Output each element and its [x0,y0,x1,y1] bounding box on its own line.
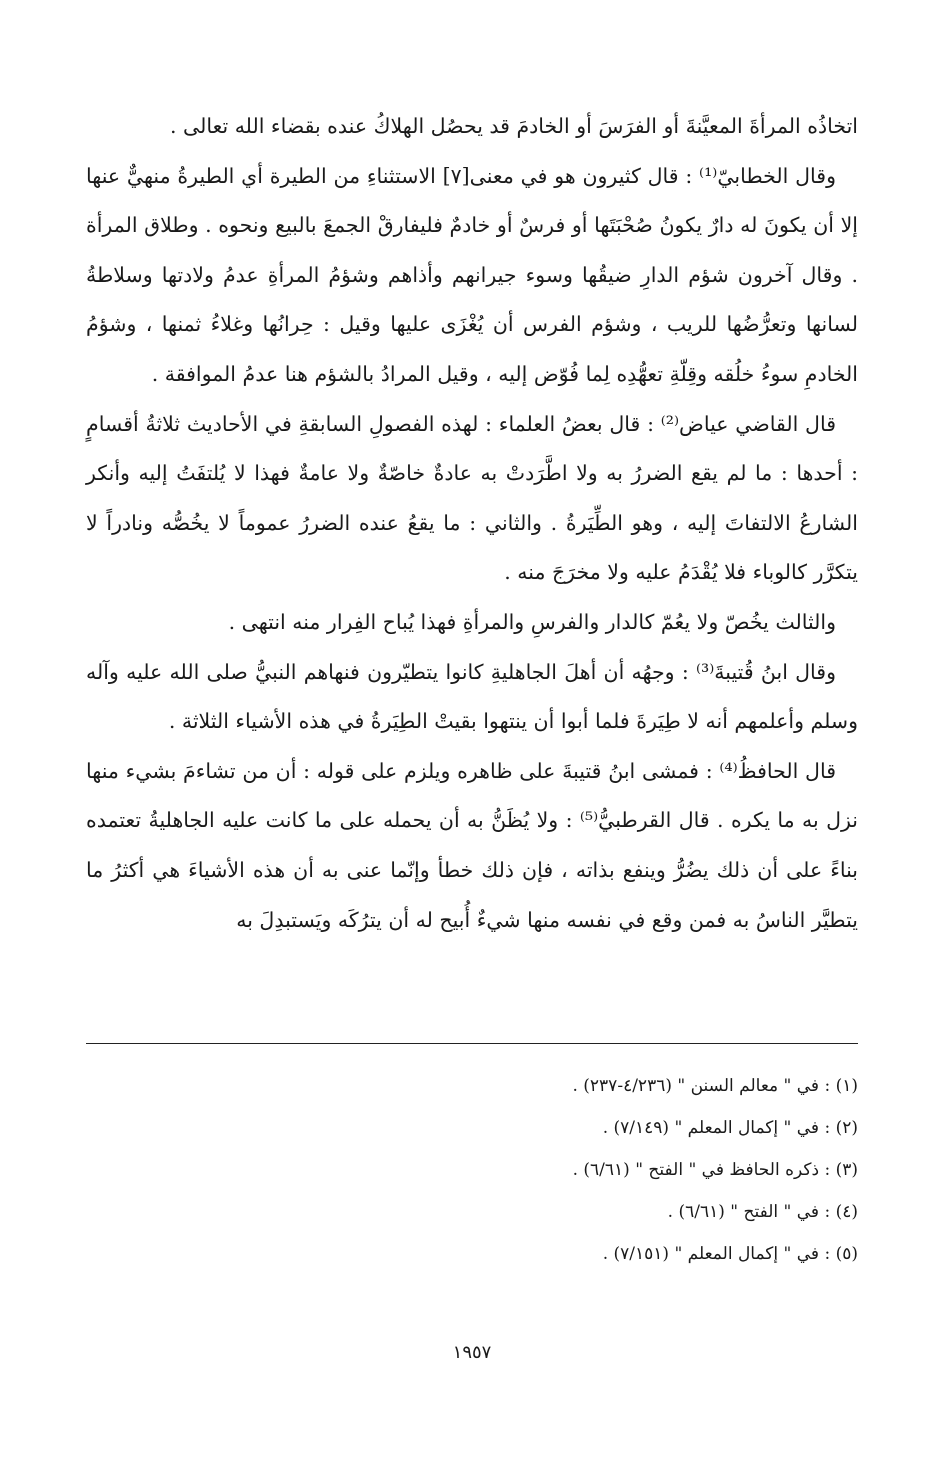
paragraph: وقال الخطابيّ⁽¹⁾ : قال كثيرون هو في معنى[٧] الاستثناءِ من الطيرة أي الطيرةُ منهيٌّ عنها إلا أن يكونَ له دارٌ يكونُ صُحْبَتَها أو فرسٌ أو خادمٌ فليفارقْ الجمعَ بالبيع ونحوه . وطلاق المرأة . وقال آخرون شؤم الدارِ ضيقُها وسوء جيرانهم وأذاهم وشؤمُ المرأةِ عدمُ ولادتها وسلاطةُ لسانها وتعرُّضُها للريب ، وشؤم الفرس أن يُغْزَى عليها وقيل : حِرانُها وغلاءُ ثمنها ، وشؤمُ الخادمِ سوءُ خلُقه وقِلّةِ تعهُّدِه لِما فُوّض إليه ، وقيل المرادُ بالشؤم هنا عدمُ الموافقة . [86,163,858,386]
footnote-divider [86,1043,858,1044]
paragraph: اتخاذُه المرأةَ المعيَّنةَ أو الفرَسَ أو الخادمَ قد يحصُل الهلاكُ عنده بقضاء الله تعالى . [169,114,858,138]
paragraph: قال الحافظُ⁽⁴⁾ : فمشى ابنُ قتيبةَ على ظاهره ويلزم على قوله : أن من تشاءمَ بشيء منها نزل به ما يكره . قال القرطبيُّ⁽⁵⁾ : ولا يُظَنُّ به أن يحمله على ما كانت عليه الجاهليةُ تعتمده بناءً على أن ذلك يضُرُّ وينفع بذاته ، فإن ذلك خطأ وإنّما عنى به أن هذه الأشياءَ هي أكثرُ ما يتطيَّر الناسُ به فمن وقع في نفسه منها شيءٌ أُبيح له أن يترُكَه ويَستبدِلَ به [86,758,858,932]
page-number: ١٩٥٧ [452,1342,492,1363]
paragraph: والثالث يخُصّ ولا يعُمّ كالدار والفرسِ والمرأةِ فهذا يُباح الفِرار منه انتهى . [228,609,836,634]
footnote-item: (١) : في " معالم السنن " (٤/٢٣٦-٢٣٧) . [572,1076,858,1096]
paragraph: قال القاضي عياض⁽²⁾ : قال بعضُ العلماء : لهذه الفصولِ السابقةِ في الأحاديث ثلاثةُ أقسامٍ : أحدها : ما لم يقع الضررُ به ولا اطَّرَدتْ به عادةٌ خاصّةٌ ولا عامةٌ فهذا لا يُلتفَتُ إليه وأنكر الشارعُ الالتفاتَ إليه ، وهو الطِّيَرةُ . والثاني : ما يقعُ عنده الضررُ عموماً لا يخُصُّه ونادراً لا يتكرَّر كالوباء فلا يُقْدَمُ عليه ولا مخرَجَ منه . [86,411,858,585]
footnote-item: (٤) : في " الفتح " (٦/٦١) . [667,1202,858,1222]
body-text [86,102,858,945]
paragraph: وقال ابنُ قُتيبةَ⁽³⁾ : وجهُه أن أهلَ الجاهليةِ كانوا يتطيّرون فنهاهم النبيُّ صلى الله عليه وآله وسلم وأعلمهم أنه لا طِيَرةَ فلما أبوا أن ينتهوا بقيتْ الطِيَرةُ في هذه الأشياء الثلاثة . [86,659,858,734]
footnote-item: (٣) : ذكره الحافظ في " الفتح " (٦/٦١) . [572,1160,858,1180]
footnotes [300,1065,858,1275]
footnote-item: (٥) : في " إكمال المعلم " (٧/١٥١) . [602,1244,858,1264]
footnote-item: (٢) : في " إكمال المعلم " (٧/١٤٩) . [602,1118,858,1138]
